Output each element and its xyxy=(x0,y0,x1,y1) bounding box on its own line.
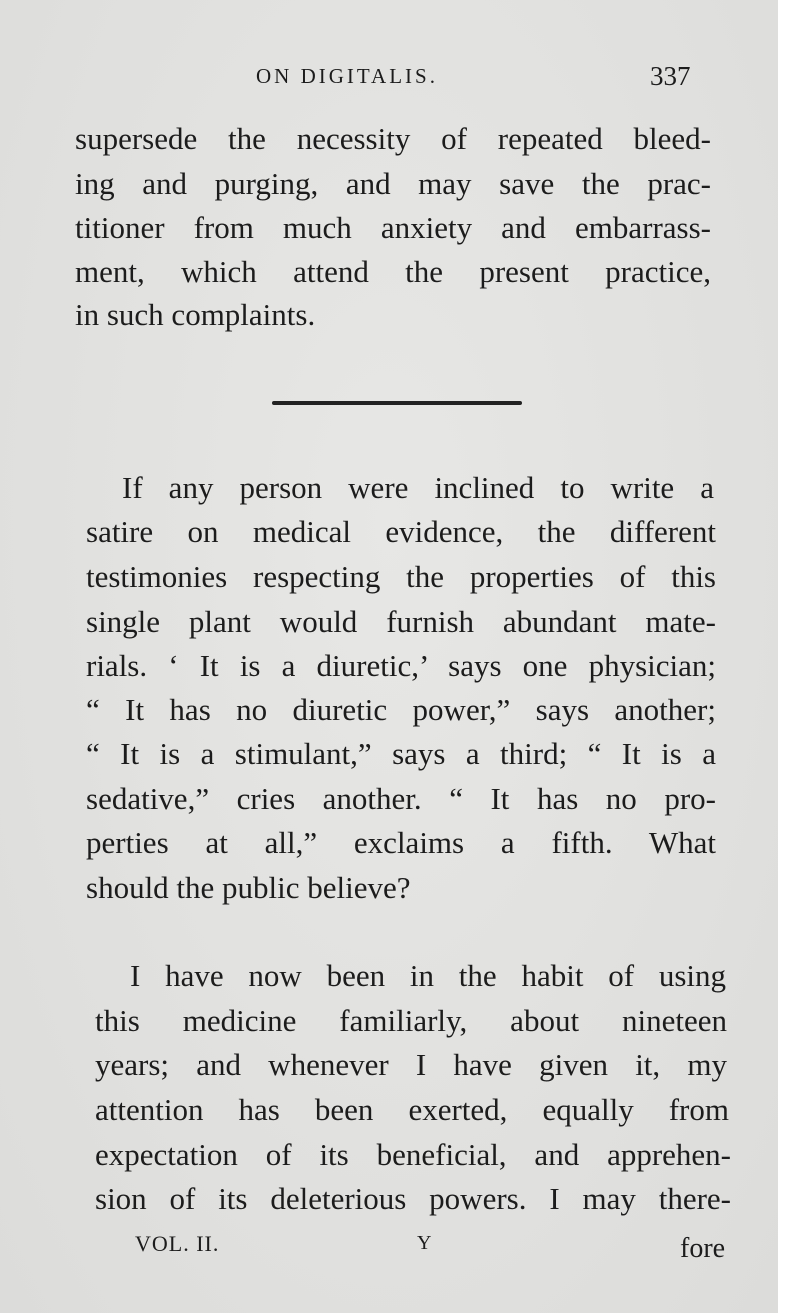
page-number: 337 xyxy=(650,61,691,91)
paragraph-line: “ It is a stimulant,” says a third; “ It is a xyxy=(86,736,716,771)
signature-mark: Y xyxy=(417,1232,432,1254)
paragraph-line: I have now been in the habit of using xyxy=(130,958,726,993)
paragraph-line: rials. ‘ It is a diuretic,’ says one physician; xyxy=(86,648,716,683)
paragraph-line: ment, which attend the present practice, xyxy=(75,254,711,289)
paragraph-line: should the public believe? xyxy=(86,870,411,905)
running-title: ON DIGITALIS. xyxy=(256,64,438,88)
paragraph-line: years; and whenever I have given it, my xyxy=(95,1047,727,1082)
paragraph-line: expectation of its beneficial, and apprehen- xyxy=(95,1137,731,1172)
section-divider xyxy=(272,401,522,405)
paragraph-line: this medicine familiarly, about nineteen xyxy=(95,1003,727,1038)
paragraph-line: attention has been exerted, equally from xyxy=(95,1092,729,1127)
paragraph-line: satire on medical evidence, the different xyxy=(86,514,716,549)
volume-mark: VOL. II. xyxy=(135,1231,220,1256)
paragraph-line: testimonies respecting the properties of this xyxy=(86,559,716,594)
catchword: fore xyxy=(680,1233,726,1264)
paragraph-line: single plant would furnish abundant mate- xyxy=(86,604,716,639)
paragraph-line: “ It has no diuretic power,” says another; xyxy=(86,692,716,727)
paragraph-line: in such complaints. xyxy=(75,297,316,332)
paragraph-line: supersede the necessity of repeated bleed- xyxy=(75,121,711,156)
paragraph-line: perties at all,” exclaims a fifth. What xyxy=(86,825,716,860)
paragraph-line: sion of its deleterious powers. I may there- xyxy=(95,1181,731,1216)
paragraph-line: ing and purging, and may save the prac- xyxy=(75,166,711,201)
paragraph-line: sedative,” cries another. “ It has no pro- xyxy=(86,781,716,816)
paragraph-line: titioner from much anxiety and embarrass- xyxy=(75,210,711,245)
paragraph-line: If any person were inclined to write a xyxy=(122,470,714,505)
